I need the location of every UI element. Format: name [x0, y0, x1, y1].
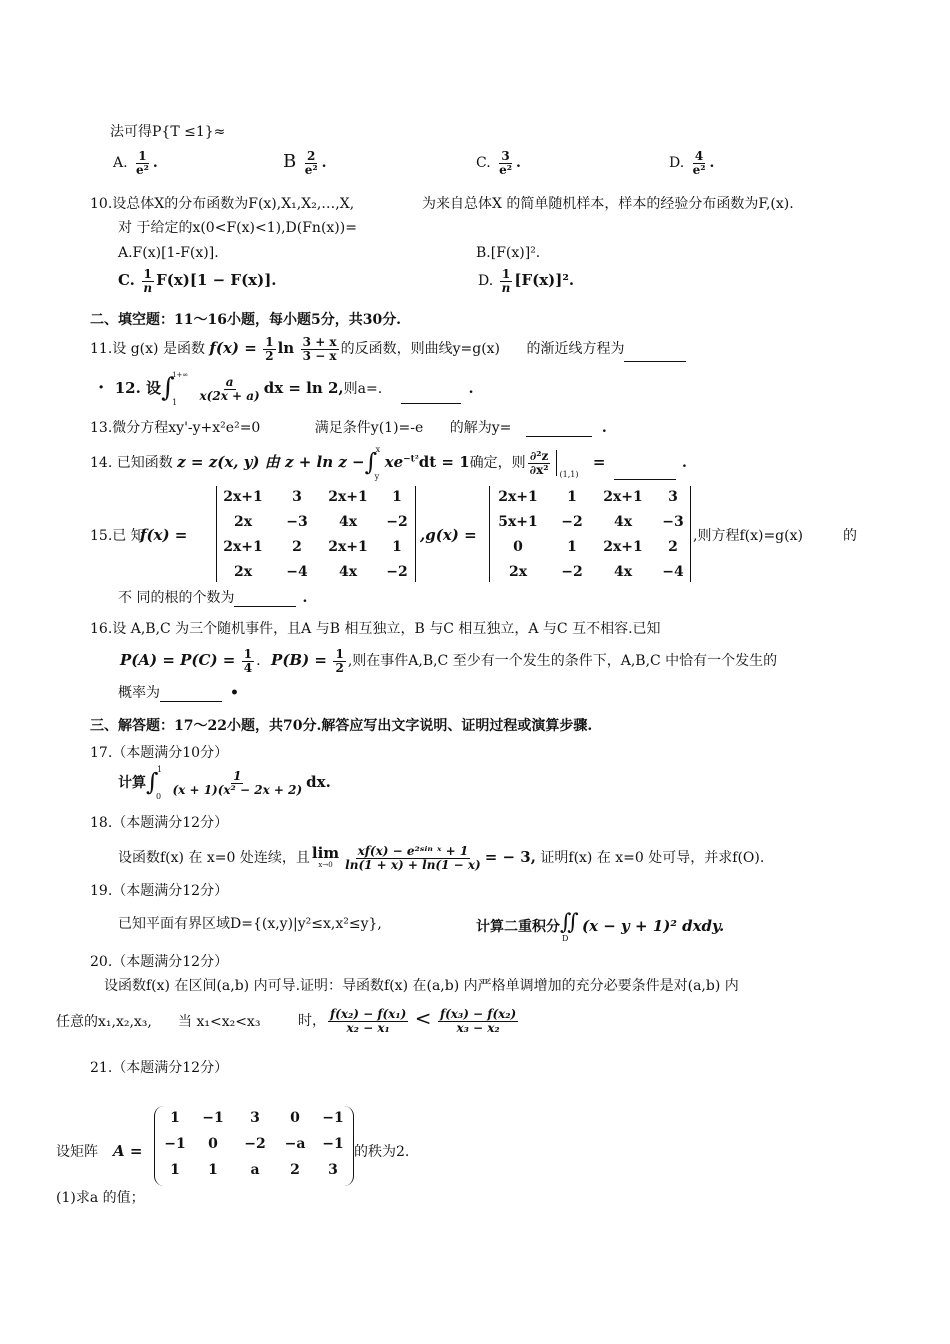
q15-f-label: f(x) =	[140, 526, 188, 544]
matrix-cell: 0	[290, 1110, 300, 1126]
section-3-heading: 三、解答题：17～22小题，共70分.解答应写出文字说明、证明过程或演算步骤.	[90, 718, 593, 734]
q14-integral: ∫ x y	[364, 445, 381, 481]
matrix-cell: 5x+1	[498, 514, 538, 530]
q21-matrix	[154, 1106, 354, 1186]
matrix-cell: 4x	[613, 514, 633, 530]
matrix-cell: 1	[567, 489, 577, 505]
q11-ratio-fraction: $\frac{3 + x}{3 - x}$	[302, 335, 337, 363]
matrix-cell: −3	[662, 514, 684, 530]
matrix-cell: −2	[561, 564, 583, 580]
q11: 11.设 g(x) 是函数 f(x) = $\frac{1}{2}$ ln $\frac{3 + x}{3 - x}$ 的反函数，则曲线y=g(x) 的渐近线方程为	[90, 336, 686, 362]
matrix-cell: 2x+1	[223, 539, 263, 555]
q11-half-fraction: $\frac{1}{2}$	[265, 335, 274, 363]
q16-pb-fraction: $\frac{1}{2}$	[335, 647, 344, 675]
matrix-cell: 3	[250, 1110, 260, 1126]
q15-prefix: 15.已 知	[90, 528, 145, 544]
matrix-cell: 2x	[233, 564, 253, 580]
q20-line2b: 当 x₁<x₂<x₃	[178, 1014, 261, 1030]
q10-line1b: 为来自总体X 的简单随机样本，样本的经验分布函数为F,(x).	[422, 196, 794, 212]
q10-line2: 对 于给定的x(0<F(x)<1),D(Fn(x))=	[118, 220, 357, 236]
matrix-cell: 2x+1	[223, 489, 263, 505]
q10-option-c: C. $\frac{1}{n}$ F(x)[1 − F(x)].	[118, 267, 277, 295]
q19-double-integral: ∬ D	[560, 910, 579, 943]
q10-option-d: D. $\frac{1}{n}$ [F(x)]².	[478, 267, 575, 295]
matrix-cell: 1	[170, 1110, 180, 1126]
matrix-cell: 3	[668, 489, 678, 505]
q9-tail: 法可得P{T ≤1}≈	[110, 124, 226, 140]
bullet: •	[230, 685, 239, 701]
matrix-cell: −3	[286, 514, 308, 530]
q15-f-determinant	[216, 486, 416, 582]
q20-inequality: 时， $\frac{\text{f(x₂) − f(x₁)}}{\text{x₂ − x₁}}$ < $\frac{\text{f(x₃) − f(x₂)}}{\text{x₃ − x₂}}$	[298, 1006, 517, 1035]
q9-option-d-fraction: $\frac{4}{\text{e²}}$	[692, 149, 706, 177]
q18-title: 18.（本题满分12分）	[90, 815, 229, 831]
q20-title: 20.（本题满分12分）	[90, 954, 229, 970]
q17-fraction: $\frac{1}{\text{(x + 1)(x² − 2x + 2)}}$	[172, 768, 303, 797]
matrix-cell: 1	[392, 489, 402, 505]
integral-sign: ∫	[161, 373, 175, 403]
matrix-cell: a	[250, 1162, 260, 1178]
q9-option-a: A. $\frac{1}{\text{e²}}$ .	[113, 149, 158, 177]
q15-post: ,则方程f(x)=g(x)	[693, 528, 803, 544]
q11-answer-blank[interactable]	[624, 361, 686, 362]
matrix-cell: −1	[164, 1136, 186, 1152]
q19-title: 19.（本题满分12分）	[90, 883, 229, 899]
matrix-cell: −1	[322, 1110, 344, 1126]
q21-title: 21.（本题满分12分）	[90, 1060, 229, 1076]
q20-line1: 设函数f(x) 在区间(a,b) 内可导.证明：导函数f(x) 在(a,b) 内严格单调增加的充分必要条件是对(a,b) 内	[104, 978, 739, 994]
matrix-cell: 2x+1	[328, 539, 368, 555]
q9-option-c-fraction: $\frac{3}{\text{e²}}$	[499, 149, 513, 177]
matrix-cell: 3	[292, 489, 302, 505]
q16-line1: 16.设 A,B,C 为三个随机事件，且A 与B 相互独立，B 与C 相互独立，A 与C 互不相容.已知	[90, 621, 661, 637]
matrix-cell: −2	[561, 514, 583, 530]
bullet: ·	[98, 377, 105, 398]
integral-sign: ∫	[146, 768, 159, 796]
q20-rhs-fraction: $\frac{\text{f(x₃) − f(x₂)}}{\text{x₃ − x₂}}$	[439, 1006, 517, 1035]
q12: · 12. 设 ∫ 1+∞ 1 $\frac{a}{x(2x + a)}$ dx = ln 2,则a=. .	[98, 371, 474, 407]
q12-answer-blank[interactable]	[401, 403, 461, 404]
matrix-cell: −4	[286, 564, 308, 580]
q15-g-label: ,g(x) =	[420, 526, 477, 544]
matrix-cell: 2x+1	[603, 489, 643, 505]
matrix-cell: 1	[567, 539, 577, 555]
q16-line3: 概率为 •	[118, 685, 239, 701]
matrix-cell: 2x+1	[603, 539, 643, 555]
matrix-cell: 2	[292, 539, 302, 555]
matrix-cell: 2x+1	[498, 489, 538, 505]
matrix-cell: −2	[386, 514, 408, 530]
q9-option-a-fraction: $\frac{1}{\text{e²}}$	[136, 149, 149, 177]
q20-lhs-fraction: $\frac{\text{f(x₂) − f(x₁)}}{\text{x₂ − x₁}}$	[330, 1006, 407, 1035]
q12-fraction: $\frac{a}{x(2x + a)}$	[199, 374, 260, 403]
q21-part1: (1)求a 的值；	[56, 1190, 145, 1206]
matrix-cell: −a	[284, 1136, 306, 1152]
q10-option-d-fraction: $\frac{1}{n}$	[501, 267, 511, 295]
q21-matrix-label: A =	[113, 1142, 143, 1160]
matrix-cell: 1	[170, 1162, 180, 1178]
matrix-cell: 2x	[508, 564, 528, 580]
q18-body: 设函数f(x) 在 x=0 处连续，且 lim x→0 $\frac{\text{xf(x) − e²ˢⁱⁿ ˣ + 1}}{\ln(1 + x) + \ln(1 - x)}$ = − 3, 证明f(x) 在 x=0 处可导，并求f(O).	[118, 844, 765, 872]
matrix-cell: 2	[290, 1162, 300, 1178]
matrix-cell: 4x	[338, 514, 358, 530]
matrix-cell: 2x	[233, 514, 253, 530]
q21-post: 的秩为2.	[354, 1144, 410, 1160]
q15-post2: 的	[843, 528, 857, 544]
q10-option-c-fraction: $\frac{1}{n}$	[143, 267, 153, 295]
q14-derivative: $\frac{\text{∂²z}}{\text{∂x²}}$	[529, 448, 549, 477]
q10-line1a: 10.设总体X的分布函数为F(x),X₁,X₂,…,X,	[90, 196, 355, 212]
q12-integral: ∫ 1+∞ 1	[161, 371, 189, 407]
q13-answer-blank[interactable]	[526, 436, 592, 437]
q14: 14. 已知函数 z = z(x, y) 由 z + ln z − ∫ x y $xe^{-t^2}dt = 1$确定，则 $\frac{\text{∂²z}}{\text{∂x²}}$ $_{(1,1)}$ = .	[90, 445, 687, 481]
matrix-cell: −2	[386, 564, 408, 580]
evaluation-bar	[556, 450, 557, 476]
q9-option-c: C. $\frac{3}{\text{e²}}$ .	[476, 149, 521, 177]
matrix-cell: −1	[202, 1110, 224, 1126]
q17-integral: ∫ 1 0	[146, 765, 163, 801]
q16-pa-fraction: $\frac{1}{4}$	[243, 647, 253, 675]
q16-answer-blank[interactable]	[160, 701, 222, 702]
matrix-cell: 0	[208, 1136, 218, 1152]
q16-line2: P(A) = P(C) = $\frac{1}{4}$ . P(B) = $\frac{1}{2}$ ,则在事件A,B,C 至少有一个发生的条件下，A,B,C 中恰有一个发生的	[120, 647, 778, 675]
q18-fraction: $\frac{\text{xf(x) − e²ˢⁱⁿ ˣ + 1}}{\ln(1 + x) + \ln(1 - x)}$	[345, 844, 481, 872]
matrix-cell: 3	[328, 1162, 338, 1178]
matrix-cell: −2	[244, 1136, 266, 1152]
matrix-cell: 2x+1	[328, 489, 368, 505]
double-integral-sign: ∬	[560, 910, 579, 935]
q17-body: 计算 ∫ 1 0 $\frac{1}{\text{(x + 1)(x² − 2x + 2)}}$ dx.	[118, 765, 331, 801]
matrix-cell: 1	[392, 539, 402, 555]
q13: 13.微分方程xy'-y+x²e²=0 满足条件y(1)=-e 的解为y= .	[90, 420, 607, 436]
q21-pre: 设矩阵	[56, 1144, 98, 1160]
q15-line2: 不 同的根的个数为 .	[118, 590, 308, 606]
q20-line2a: 任意的x₁,x₂,x₃,	[56, 1014, 152, 1030]
matrix-cell: −1	[322, 1136, 344, 1152]
integral-sign: ∫	[364, 448, 378, 476]
matrix-cell: −4	[662, 564, 684, 580]
q10-option-a: A.F(x)[1-F(x)].	[118, 245, 219, 261]
q14-answer-blank[interactable]	[614, 479, 676, 480]
matrix-cell: 2	[668, 539, 678, 555]
q9-option-d: D. $\frac{4}{\text{e²}}$ .	[669, 149, 715, 177]
q15-answer-blank[interactable]	[234, 606, 296, 607]
q19-calc: 计算二重积分 ∬ D (x − y + 1)² dxdy.	[476, 910, 725, 943]
q15-g-determinant	[489, 486, 691, 582]
matrix-cell: 4x	[613, 564, 633, 580]
matrix-cell: 0	[513, 539, 523, 555]
section-2-heading: 二、填空题：11～16小题，每小题5分，共30分.	[90, 312, 402, 328]
matrix-cell: 4x	[338, 564, 358, 580]
q10-option-b: B.[F(x)]².	[476, 245, 541, 261]
q9-option-b: B $\frac{2}{\text{e²}}$ .	[283, 149, 327, 177]
q17-title: 17.（本题满分10分）	[90, 745, 229, 761]
q9-option-b-fraction: $\frac{2}{\text{e²}}$	[304, 149, 318, 177]
q19-region: 已知平面有界区域D={(x,y)|y²≤x,x²≤y},	[118, 916, 382, 932]
q18-limit: lim x→0	[311, 844, 340, 870]
matrix-cell: 1	[208, 1162, 218, 1178]
